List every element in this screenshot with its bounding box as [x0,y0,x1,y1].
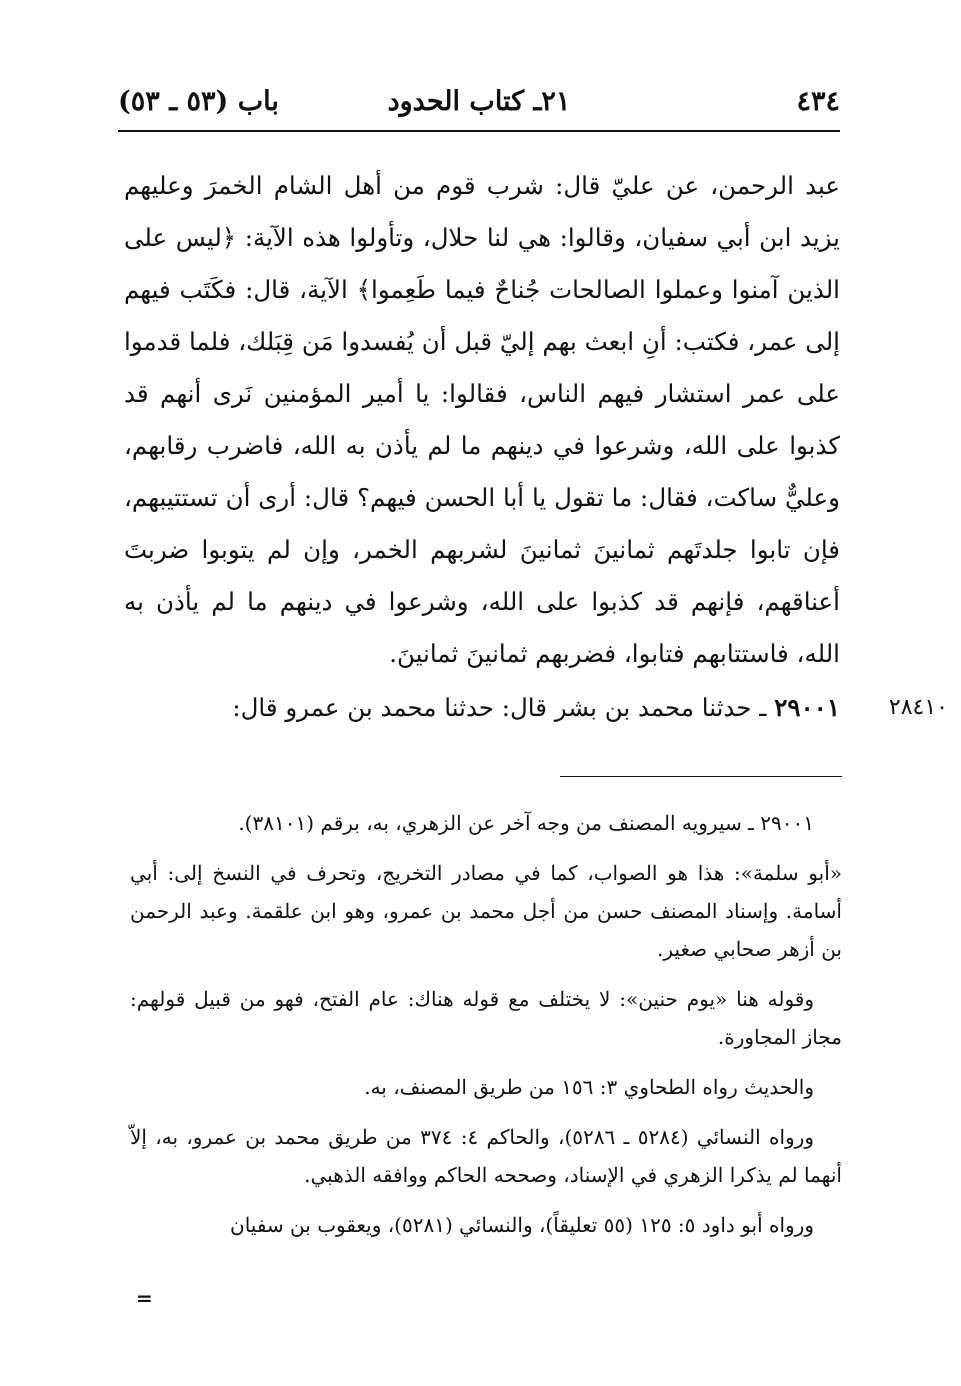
continuation-mark: = [136,1286,153,1310]
footnote-paragraph: ورواه أبو داود ٥: ١٢٥ (٥٥ تعليقاً)، والنسائي (٥٢٨١)، ويعقوب بن سفيان [230,1213,814,1237]
section-range: باب (٥٣ ـ ٥٣) [118,86,279,117]
footnote-rule [560,776,842,777]
hadith-number: ٢٩٠٠١ [774,693,840,722]
chapter-title: ٢١ـ كتاب الحدود [387,86,571,117]
footnotes [130,804,842,1256]
footnote-paragraph: «أبو سلمة»: هذا هو الصواب، كما في مصادر التخريج، وتحرف في النسخ إلى: أبي أسامة. وإسناد المصنف حسن من أجل محمد بن عمرو، وهو ابن علقمة. وعبد الرحمن بن أزهر صحابي صغير. [130,861,842,961]
margin-number: ٢٨٤١٠ [888,695,948,720]
footnote-paragraph: والحديث رواه الطحاوي ٣: ١٥٦ من طريق المصنف، به. [364,1075,814,1099]
footnote-paragraph: وقوله هنا «يوم حنين»: لا يختلف مع قوله هناك: عام الفتح، فهو من قبيل قولهم: مجاز المجاورة. [130,987,842,1049]
hadith-line [124,688,840,728]
hadith-text: ـ حدثنا محمد بن بشر قال: حدثنا محمد بن عمرو قال: [232,693,767,722]
page-number: ٤٣٤ [796,86,840,117]
main-text [124,160,840,680]
footnote-paragraph: ورواه النسائي (٥٢٨٤ ـ ٥٢٨٦)، والحاكم ٤: ٣٧٤ من طريق محمد بن عمرو، به، إلاّ أنهما لم يذكرا الزهري في الإسناد، وصححه الحاكم ووافقه الذهبي. [130,1125,842,1187]
main-paragraph: عبد الرحمن، عن عليّ قال: شرب قوم من أهل الشام الخمرَ وعليهم يزيد ابن أبي سفيان، وقالوا: هي لنا حلال، وتأولوا هذه الآية: ﴿ليس على الذين آمنوا وعملوا الصالحات جُناحٌ فيما طَعِموا﴾ الآية، قال: فكَتَب فيهم إلى عمر، فكتب: أنِ ابعث بهم إليّ قبل أن يُفسدوا مَن قِبَلك، فلما قدموا على عمر استشار فيهم الناس، فقالوا: يا أمير المؤمنين نَرى أنهم قد كذبوا على الله، وشرعوا في دينهم ما لم يأذن به الله، فاضرب رقابهم، وعليٌّ ساكت، فقال: ما تقول يا أبا الحسن فيهم؟ قال: أرى أن تستتيبهم، فإن تابوا جلدتَهم ثمانينَ ثمانينَ لشربهم الخمر، وإن لم يتوبوا ضربتَ أعناقهم، فإنهم قد كذبوا على الله، وشرعوا في دينهم ما لم يأذن به الله، فاستتابهم فتابوا، فضربهم ثمانينَ ثمانينَ. [124,171,840,668]
header-rule [118,130,840,132]
footnote-paragraph: ٢٩٠٠١ ـ سيرويه المصنف من وجه آخر عن الزهري، به، برقم (٣٨١٠١). [238,811,814,835]
page-header [118,86,840,126]
